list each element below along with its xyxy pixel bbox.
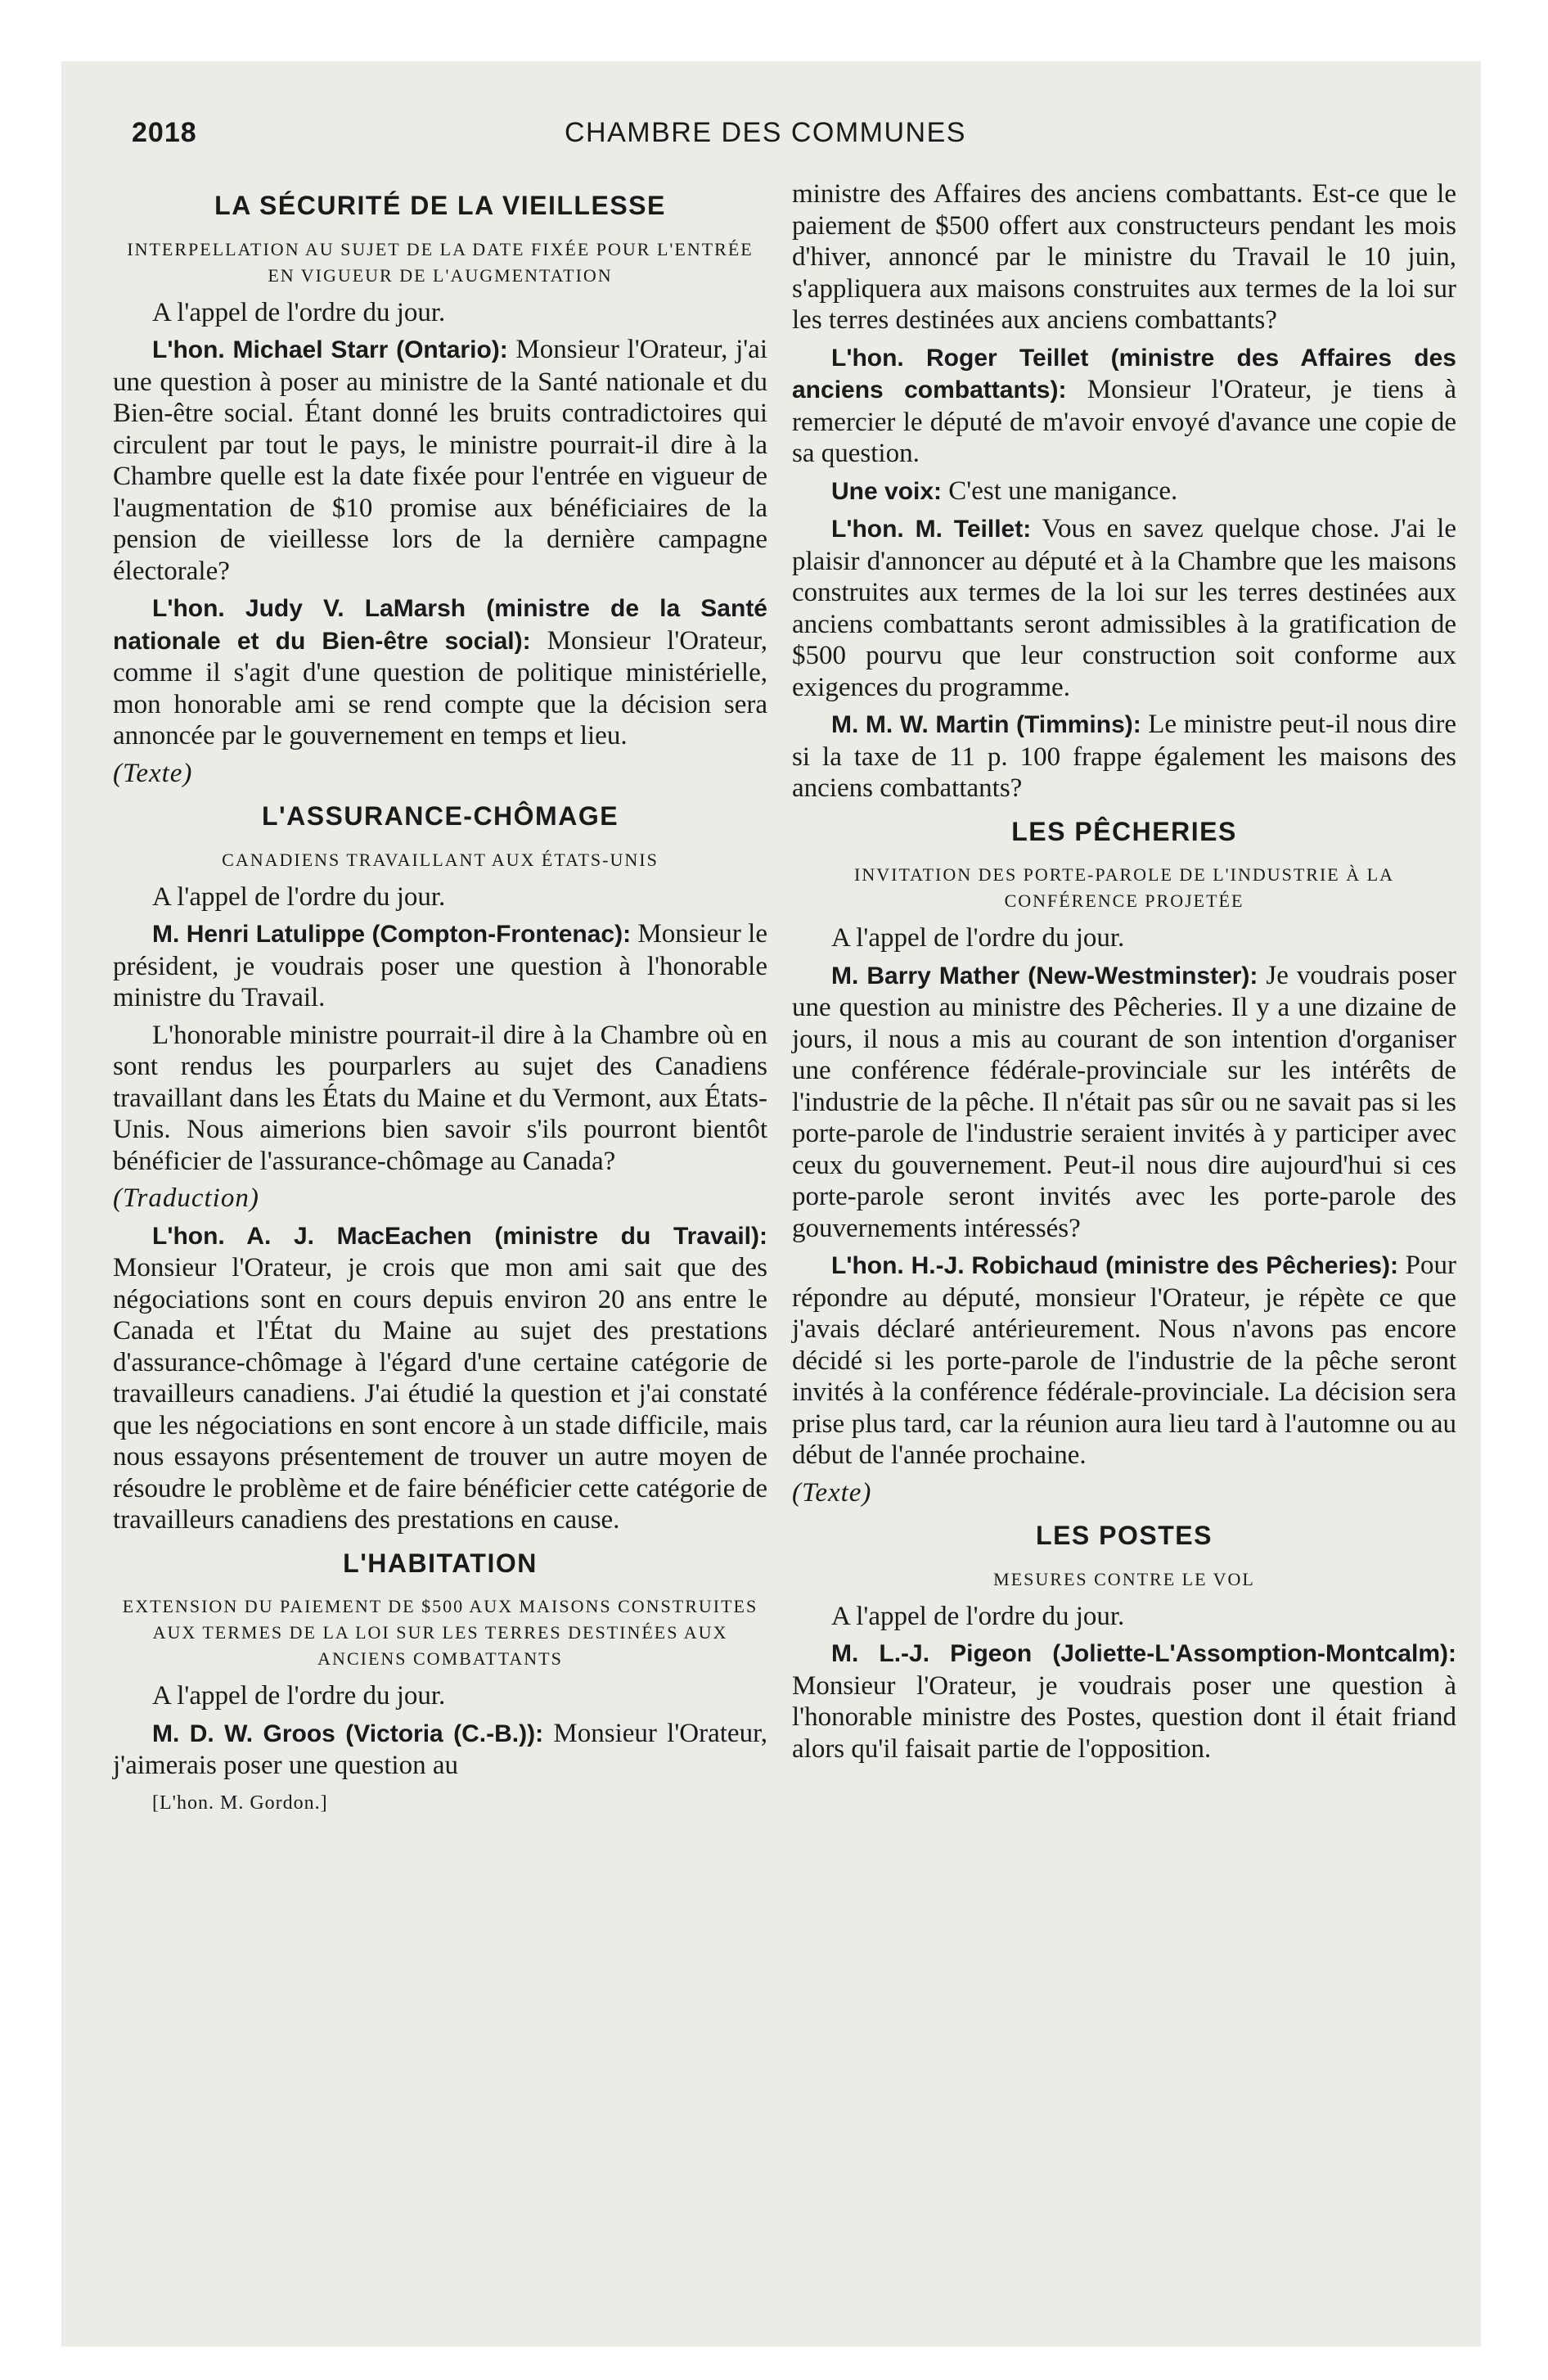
paragraph xyxy=(792,476,1456,508)
paragraph xyxy=(792,1638,1456,1765)
paragraph: A l'appel de l'ordre du jour. xyxy=(152,297,446,327)
speech-text: Vous en savez quelque chose. J'ai le plaisir d'annoncer au député et à la Chambre que les maisons construites aux termes de la loi sur les terres destinées aux anciens combattants seront admissibles à la gratification de $500 pourvu que leur construction soit conforme aux exigences du programme. xyxy=(792,514,1456,702)
page-number: 2018 xyxy=(132,117,197,148)
language-note: (Texte) xyxy=(113,758,193,788)
paragraph xyxy=(792,709,1456,805)
paragraph: L'honorable ministre pourrait-il dire à la Chambre où en sont rendus les pourparlers au sujet des Canadiens travaillant dans les États du Maine et du Vermont, aux États-Unis. Nous aimerions bien savoir s'ils pourront bientôt bénéficier de l'assurance-chômage au Canada? xyxy=(113,1020,767,1176)
speaker-name: M. Barry Mather (New-Westminster): xyxy=(831,962,1258,989)
speech-text: Monsieur l'Orateur, je voudrais poser une question à l'honorable ministre des Postes, question dont il était friand alors qu'il faisait partie de l'opposition. xyxy=(792,1670,1456,1764)
speech-text: Monsieur l'Orateur, j'aimerais poser une question au xyxy=(113,1718,767,1780)
running-title: CHAMBRE DES COMMUNES xyxy=(565,117,966,148)
right-column xyxy=(792,178,1456,1770)
speaker-name: L'hon. Judy V. LaMarsh (ministre de la Santé nationale et du Bien-être social): xyxy=(113,595,767,655)
speech-text: Pour répondre au député, monsieur l'Orateur, je répète ce que j'avais déclaré antérieurement. Nous n'avons pas encore décidé si les porte-parole de l'industrie de la pêche seront invités à la conférence fédérale-provinciale. La décision sera prise plus tard, car la réunion aura lieu tard à l'automne ou au début de l'année prochaine. xyxy=(792,1251,1456,1470)
speech-text: Monsieur l'Orateur, je crois que mon ami sait que des négociations sont en cours depuis environ 20 ans entre le Canada et l'État du Maine au sujet des prestations d'assurance-chômage à l'égard d'une certaine catégorie de travailleurs canadiens. J'ai étudié la question et j'ai constaté que les négociations en sont encore à un stade difficile, mais nous essayons présentement de trouver un autre moyen de résoudre le problème et de faire bénéficier cette catégorie de travailleurs canadiens des prestations en cause. xyxy=(113,1253,767,1535)
paragraph xyxy=(792,1250,1456,1472)
speaker-name: M. Henri Latulippe (Compton-Frontenac): xyxy=(152,921,632,948)
paragraph xyxy=(792,960,1456,1245)
paragraph: A l'appel de l'ordre du jour. xyxy=(831,1601,1125,1631)
speaker-name: L'hon. Roger Teillet (ministre des Affaires des anciens combattants): xyxy=(792,344,1456,403)
section-subtitle: MESURES CONTRE LE VOL xyxy=(993,1568,1255,1589)
paragraph xyxy=(792,342,1456,470)
paragraph xyxy=(113,1220,767,1536)
footnote: [L'hon. M. Gordon.] xyxy=(152,1792,328,1814)
language-note: (Texte) xyxy=(792,1477,872,1508)
left-column xyxy=(113,178,767,1824)
section-subtitle: INTERPELLATION AU SUJET DE LA DATE FIXÉE POUR L'ENTRÉE EN VIGUEUR DE L'AUGMENTATION xyxy=(127,238,754,286)
section-title: LES PÊCHERIES xyxy=(1011,816,1237,846)
section-subtitle: INVITATION DES PORTE-PAROLE DE L'INDUSTRIE À LA CONFÉRENCE PROJETÉE xyxy=(854,864,1394,911)
speech-text: C'est une manigance. xyxy=(942,476,1178,506)
paragraph xyxy=(113,334,767,587)
section-title: LES POSTES xyxy=(1036,1521,1213,1550)
speech-text: Monsieur l'Orateur, comme il s'agit d'une question de politique ministérielle, mon honorable ami se rend compte que la décision sera annoncée par le gouvernement en temps et lieu. xyxy=(113,625,768,751)
section-title: L'HABITATION xyxy=(343,1548,538,1578)
speaker-name: Une voix: xyxy=(831,477,943,505)
paragraph xyxy=(113,593,767,752)
section-subtitle: CANADIENS TRAVAILLANT AUX ÉTATS-UNIS xyxy=(222,849,659,870)
speech-text: Monsieur l'Orateur, j'ai une question à poser au ministre de la Santé nationale et du Bien-être social. Étant donné les bruits contradictoires qui circulent par tout le pays, le ministre pourrait-il dire à la Chambre quelle est la date fixée pour l'entrée en vigueur de l'augmentation de $10 promise aux bénéficiaires de la pension de vieillesse lors de la dernière campagne électorale? xyxy=(113,335,767,586)
speech-text: Monsieur l'Orateur, je tiens à remercier le député de m'avoir envoyé d'avance une copie de sa question. xyxy=(792,375,1457,468)
section-subtitle: EXTENSION DU PAIEMENT DE $500 AUX MAISONS CONSTRUITES AUX TERMES DE LA LOI SUR LES TERRES DESTINÉES AUX ANCIENS COMBATTANTS xyxy=(122,1596,758,1669)
speaker-name: L'hon. A. J. MacEachen (ministre du Travail): xyxy=(152,1222,767,1250)
paragraph: A l'appel de l'ordre du jour. xyxy=(152,881,446,912)
section-title: LA SÉCURITÉ DE LA VIEILLESSE xyxy=(214,191,666,220)
section-title: L'ASSURANCE-CHÔMAGE xyxy=(261,801,619,831)
paragraph: ministre des Affaires des anciens combattants. Est-ce que le paiement de $500 offert aux constructeurs pendant les mois d'hiver, annoncé par le ministre du Travail le 10 juin, s'appliquera aux maisons construites aux termes de la loi sur les terres destinées aux anciens combattants? xyxy=(792,179,1456,335)
paragraph: A l'appel de l'ordre du jour. xyxy=(152,1681,446,1711)
speaker-name: M. D. W. Groos (Victoria (C.-B.)): xyxy=(152,1720,544,1747)
speaker-name: M. M. W. Martin (Timmins): xyxy=(831,711,1141,738)
speaker-name: L'hon. Michael Starr (Ontario): xyxy=(152,336,508,363)
speaker-name: L'hon. M. Teillet: xyxy=(831,516,1032,543)
speech-text: Je voudrais poser une question au ministre des Pêcheries. Il y a une dizaine de jours, il nous a mis au courant de son intention d'organiser une conférence fédérale-provinciale sur les intérêts de l'industrie de la pêche. Il n'était pas sûr ou ne savait pas si les porte-parole de l'industrie seraient invités à y participer avec ceux du gouvernement. Peut-il nous dire aujourd'hui si ces porte-parole seront invités avec les porte-parole des gouvernements intéressés? xyxy=(792,960,1456,1243)
speech-text: Le ministre peut-il nous dire si la taxe de 11 p. 100 frappe également les maisons des anciens combattants? xyxy=(792,710,1456,803)
language-note: (Traduction) xyxy=(113,1183,259,1213)
paragraph: A l'appel de l'ordre du jour. xyxy=(831,923,1125,953)
paragraph xyxy=(113,918,767,1014)
speaker-name: L'hon. H.-J. Robichaud (ministre des Pêcheries): xyxy=(831,1252,1398,1279)
paragraph xyxy=(792,513,1456,703)
speech-text: Monsieur le président, je voudrais poser une question à l'honorable ministre du Travail. xyxy=(113,919,767,1012)
paragraph xyxy=(113,1718,767,1782)
speaker-name: M. L.-J. Pigeon (Joliette-L'Assomption-Montcalm): xyxy=(831,1640,1456,1667)
